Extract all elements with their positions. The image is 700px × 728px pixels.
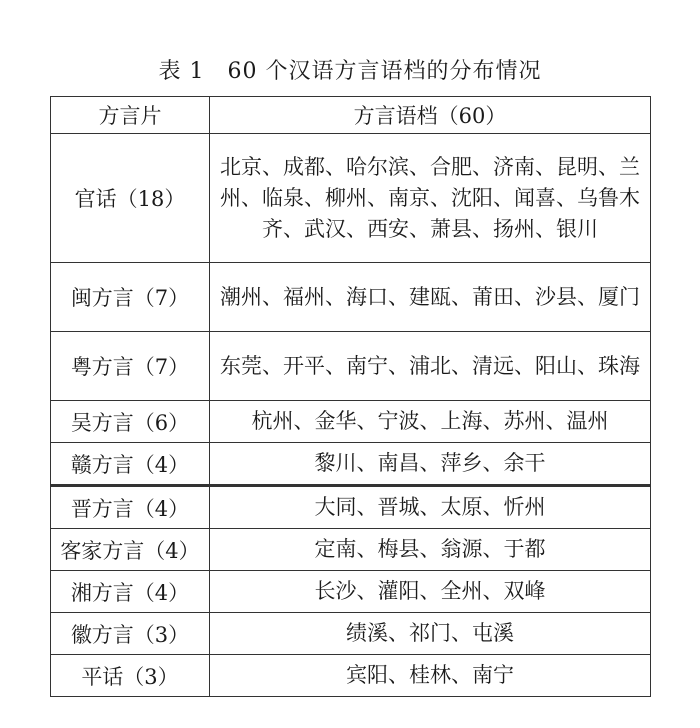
region-cell: 赣方言（4） xyxy=(51,443,210,486)
region-cell: 客家方言（4） xyxy=(51,529,210,571)
places-cell: 绩溪、祁门、屯溪 xyxy=(210,613,651,655)
places-cell: 潮州、福州、海口、建瓯、莆田、沙县、厦门 xyxy=(210,263,651,332)
places-cell: 黎川、南昌、萍乡、余干 xyxy=(210,443,651,486)
column-header-region: 方言片 xyxy=(51,97,210,134)
region-cell: 吴方言（6） xyxy=(51,401,210,443)
table-row xyxy=(51,529,651,571)
table-row xyxy=(51,486,651,529)
table-row xyxy=(51,571,651,613)
table-row xyxy=(51,655,651,697)
table-title: 表 1 60 个汉语方言语档的分布情况 xyxy=(158,59,542,84)
places-cell: 北京、成都、哈尔滨、合肥、济南、昆明、兰州、临泉、柳州、南京、沈阳、闻喜、乌鲁木齐、武汉、西安、萧县、扬州、银川 xyxy=(210,134,651,263)
region-cell: 徽方言（3） xyxy=(51,613,210,655)
dialect-table xyxy=(50,96,651,697)
region-cell: 闽方言（7） xyxy=(51,263,210,332)
places-cell: 大同、晋城、太原、忻州 xyxy=(210,486,651,529)
places-cell: 东莞、开平、南宁、浦北、清远、阳山、珠海 xyxy=(210,332,651,401)
column-header-places: 方言语档（60） xyxy=(210,97,651,134)
places-cell: 定南、梅县、翁源、于都 xyxy=(210,529,651,571)
region-cell: 晋方言（4） xyxy=(51,486,210,529)
table-row xyxy=(51,443,651,486)
places-cell: 长沙、灌阳、全州、双峰 xyxy=(210,571,651,613)
places-cell: 杭州、金华、宁波、上海、苏州、温州 xyxy=(210,401,651,443)
region-cell: 官话（18） xyxy=(51,134,210,263)
table-row xyxy=(51,332,651,401)
region-cell: 平话（3） xyxy=(51,655,210,697)
table-row xyxy=(51,134,651,263)
region-cell: 湘方言（4） xyxy=(51,571,210,613)
region-cell: 粤方言（7） xyxy=(51,332,210,401)
table-row xyxy=(51,613,651,655)
table-row xyxy=(51,263,651,332)
table-row xyxy=(51,401,651,443)
table-header-row xyxy=(51,97,651,134)
places-cell: 宾阳、桂林、南宁 xyxy=(210,655,651,697)
